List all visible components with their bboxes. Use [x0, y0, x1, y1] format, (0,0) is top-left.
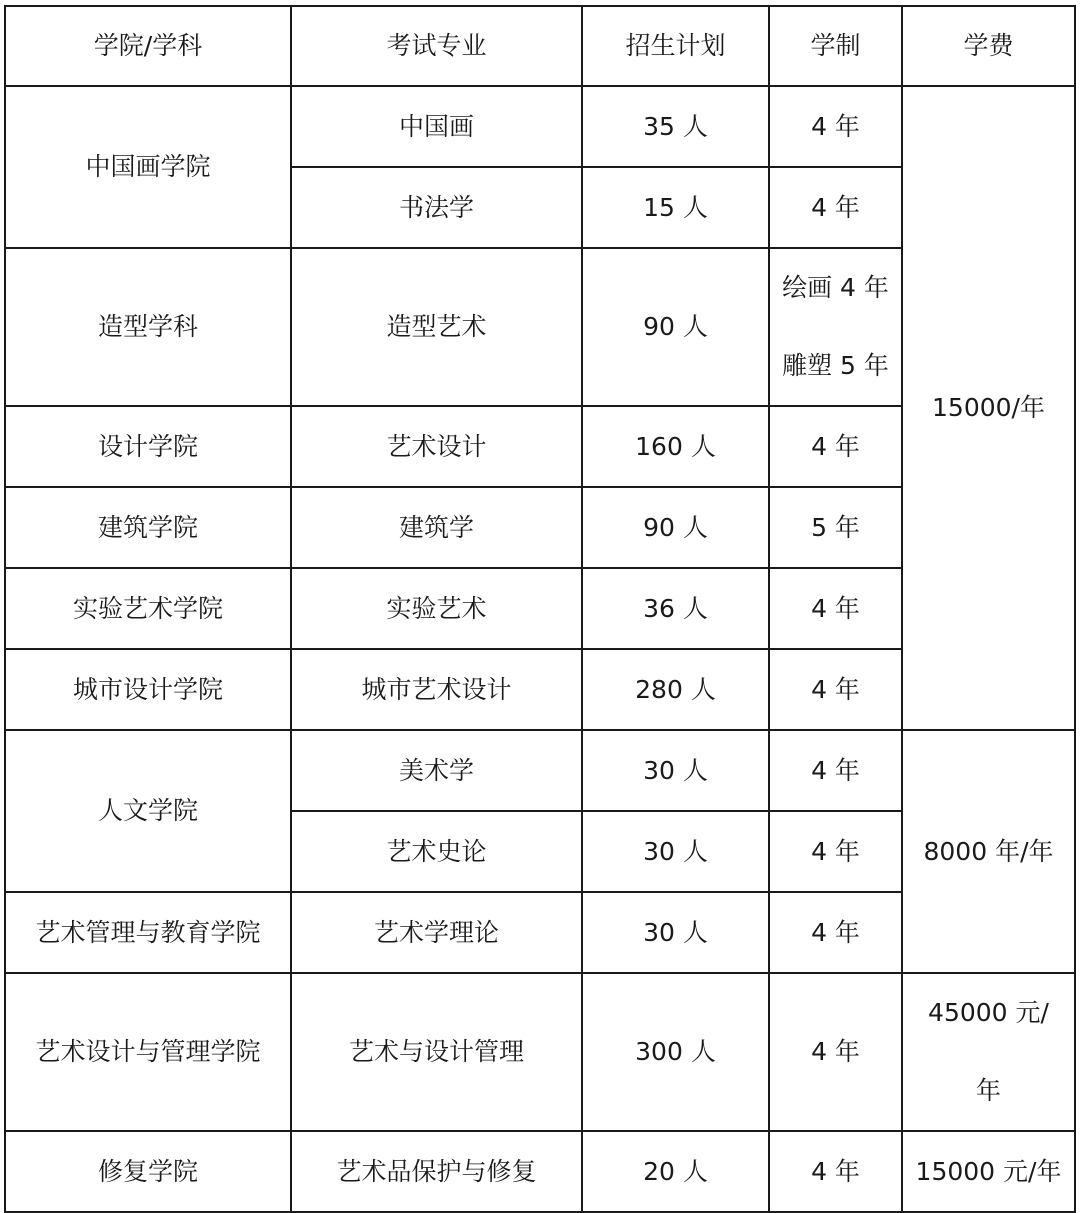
table-header-row: [5, 6, 1075, 86]
college-cell: 实验艺术学院: [5, 568, 291, 649]
table-row: [5, 730, 1075, 811]
college-cell: 修复学院: [5, 1131, 291, 1212]
fee-cell: 15000 元/年: [902, 1131, 1075, 1212]
major-cell: 艺术品保护与修复: [291, 1131, 582, 1212]
plan-cell: 280 人: [582, 649, 769, 730]
duration-cell: 4 年: [769, 730, 902, 811]
plan-cell: 35 人: [582, 86, 769, 167]
duration-cell: 4 年: [769, 811, 902, 892]
college-cell: 艺术设计与管理学院: [5, 973, 291, 1131]
duration-cell: 4 年: [769, 86, 902, 167]
plan-cell: 30 人: [582, 892, 769, 973]
duration-cell: 5 年: [769, 487, 902, 568]
major-cell: 中国画: [291, 86, 582, 167]
major-cell: 实验艺术: [291, 568, 582, 649]
header-duration: 学制: [769, 6, 902, 86]
plan-cell: 15 人: [582, 167, 769, 248]
college-cell: 艺术管理与教育学院: [5, 892, 291, 973]
duration-cell: 4 年: [769, 167, 902, 248]
duration-cell: 4 年: [769, 406, 902, 487]
plan-cell: 20 人: [582, 1131, 769, 1212]
plan-cell: 300 人: [582, 973, 769, 1131]
plan-cell: 90 人: [582, 487, 769, 568]
plan-cell: 30 人: [582, 730, 769, 811]
major-cell: 艺术史论: [291, 811, 582, 892]
table-row: [5, 86, 1075, 167]
header-plan: 招生计划: [582, 6, 769, 86]
plan-cell: 30 人: [582, 811, 769, 892]
duration-line: 雕塑 5 年: [782, 351, 889, 380]
college-cell: 城市设计学院: [5, 649, 291, 730]
fee-line: 年: [975, 1076, 1001, 1105]
duration-cell: 4 年: [769, 568, 902, 649]
header-fee: 学费: [902, 6, 1075, 86]
college-cell: 人文学院: [5, 730, 291, 892]
major-cell: 美术学: [291, 730, 582, 811]
major-cell: 艺术学理论: [291, 892, 582, 973]
major-cell: 艺术与设计管理: [291, 973, 582, 1131]
fee-line: 45000 元/: [928, 998, 1049, 1027]
header-major: 考试专业: [291, 6, 582, 86]
header-college: 学院/学科: [5, 6, 291, 86]
major-cell: 建筑学: [291, 487, 582, 568]
duration-cell: 4 年: [769, 892, 902, 973]
fee-cell: 15000/年: [902, 86, 1075, 730]
plan-cell: 160 人: [582, 406, 769, 487]
college-cell: 设计学院: [5, 406, 291, 487]
plan-cell: 36 人: [582, 568, 769, 649]
duration-cell: 4 年: [769, 973, 902, 1131]
major-cell: 书法学: [291, 167, 582, 248]
major-cell: 城市艺术设计: [291, 649, 582, 730]
admissions-table: [4, 5, 1076, 1213]
fee-cell: [902, 973, 1075, 1131]
fee-cell: 8000 年/年: [902, 730, 1075, 973]
duration-cell: 4 年: [769, 649, 902, 730]
duration-cell: 4 年: [769, 1131, 902, 1212]
table-row: [5, 1131, 1075, 1212]
college-cell: 建筑学院: [5, 487, 291, 568]
plan-cell: 90 人: [582, 248, 769, 406]
major-cell: 造型艺术: [291, 248, 582, 406]
duration-cell: [769, 248, 902, 406]
major-cell: 艺术设计: [291, 406, 582, 487]
duration-line: 绘画 4 年: [782, 273, 889, 302]
college-cell: 中国画学院: [5, 86, 291, 248]
college-cell: 造型学科: [5, 248, 291, 406]
